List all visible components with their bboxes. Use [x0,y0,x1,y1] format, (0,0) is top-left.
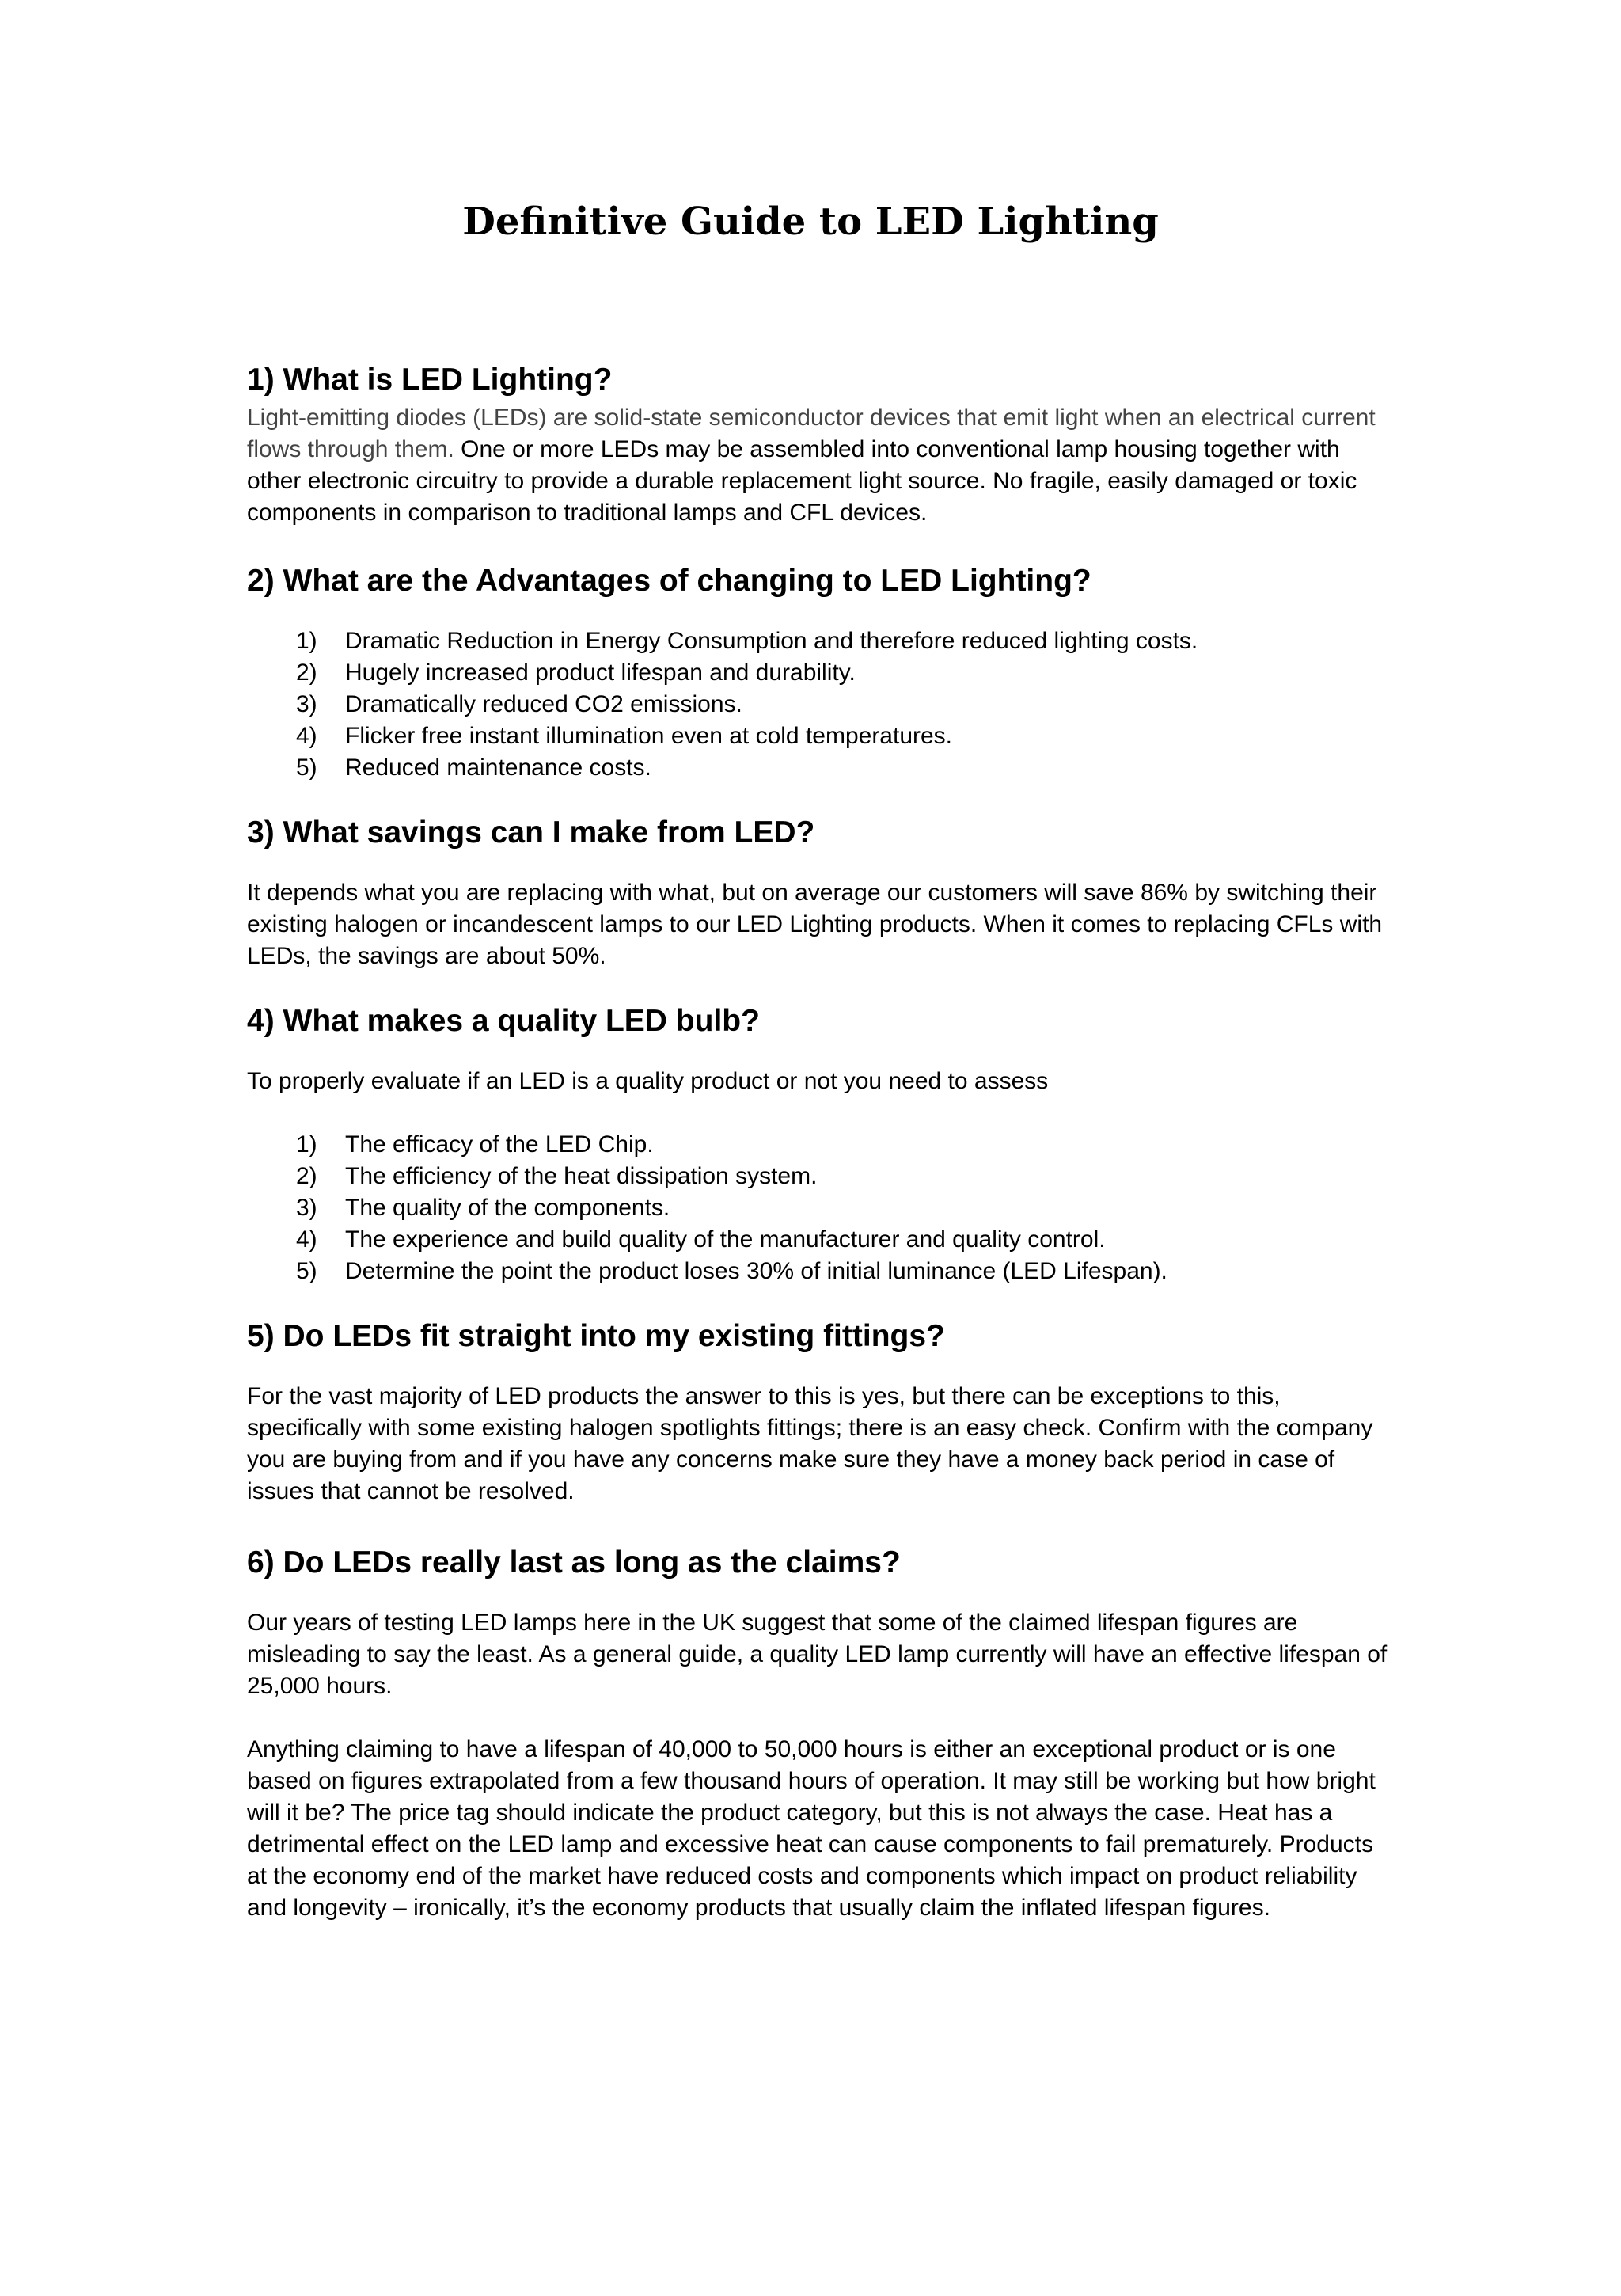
list-item-number: 5) [296,755,317,781]
list-item-number: 1) [296,628,317,654]
list-item-number: 1) [296,1131,317,1158]
advantages-list [247,625,1395,784]
section-what-is-led [247,358,1395,529]
paragraph-text: One or more LEDs may be assembled into conventional lamp housing together with other electronic circuitry to provide a durable replacement light source. No fragile, easily damaged or toxic components in comparison to traditional lamps and CFL devices. [247,436,1357,526]
list-item-text: The experience and build quality of the manufacturer and quality control. [345,1226,1106,1253]
list-item-number: 4) [296,723,317,749]
section-heading: 6) Do LEDs really last as long as the claims? [247,1545,901,1579]
document-body [247,358,1395,1924]
list-item-number: 4) [296,1226,317,1253]
list-item-text: The quality of the components. [345,1195,670,1221]
list-item [247,720,1395,752]
list-item-number: 2) [296,1163,317,1189]
section-quality-bulb [247,999,1395,1287]
list-item-text: The efficacy of the LED Chip. [345,1131,654,1158]
section-heading: 2) What are the Advantages of changing to LED Lighting? [247,564,1091,598]
list-item [247,1224,1395,1256]
document-title: Definitive Guide to LED Lighting [462,200,1159,244]
section-heading: 1) What is LED Lighting? [247,363,613,397]
list-item-text: Reduced maintenance costs. [345,755,651,781]
section-savings [247,811,1395,972]
list-item-text: Flicker free instant illumination even at cold temperatures. [345,723,953,749]
list-item-number: 2) [296,660,317,686]
section-paragraph: To properly evaluate if an LED is a quality product or not you need to assess [247,1068,1049,1094]
section-paragraph [247,402,1395,529]
quality-criteria-list [247,1129,1395,1287]
list-item [247,1129,1395,1161]
section-paragraph: Anything claiming to have a lifespan of 40,000 to 50,000 hours is either an exceptional product or is one based on figures extrapolated from a few thousand hours of operation. It may still be working but how bright will it be? The price tag should indicate the product category, but this is not always the case. Heat has a detrimental effect on the LED lamp and excessive heat can cause components to fail prematurely. Products at the economy end of the market have reduced costs and components which impact on product reliability and longevity – ironically, it’s the economy products that usually claim the inflated lifespan figures. [247,1736,1376,1921]
list-item-number: 3) [296,691,317,717]
list-item [247,689,1395,720]
list-item-number: 5) [296,1258,317,1284]
section-heading: 4) What makes a quality LED bulb? [247,1004,760,1038]
section-heading: 3) What savings can I make from LED? [247,815,815,850]
section-paragraph: Our years of testing LED lamps here in the UK suggest that some of the claimed lifespan figures are misleading to say the least. As a general guide, a quality LED lamp currently will have an effective lifespan of 25,000 hours. [247,1610,1388,1699]
section-paragraph: For the vast majority of LED products the answer to this is yes, but there can be exceptions to this, specifically with some existing halogen spotlights fittings; there is an easy check. Confirm with the company you are buying from and if you have any concerns make sure they have a money back period in case of issues that cannot be resolved. [247,1383,1373,1504]
list-item [247,1256,1395,1287]
section-fittings [247,1314,1395,1507]
list-item-text: Dramatic Reduction in Energy Consumption and therefore reduced lighting costs. [345,628,1198,654]
section-lifespan-claims [247,1541,1395,1924]
paragraph-grey-text: Light-emitting diodes (LEDs) are solid-state semiconductor devices that emit light when an electrical current flows through them. [247,405,1376,462]
section-paragraph: It depends what you are replacing with what, but on average our customers will save 86% by switching their existing halogen or incandescent lamps to our LED Lighting products. When it comes to replacing CFLs with LEDs, the savings are about 50%. [247,880,1383,969]
section-advantages [247,559,1395,784]
list-item [247,1161,1395,1192]
list-item [247,752,1395,784]
list-item-text: Dramatically reduced CO2 emissions. [345,691,742,717]
list-item-text: The efficiency of the heat dissipation system. [345,1163,818,1189]
list-item [247,657,1395,689]
list-item-number: 3) [296,1195,317,1221]
list-item [247,625,1395,657]
section-heading: 5) Do LEDs fit straight into my existing fittings? [247,1319,945,1353]
list-item-text: Determine the point the product loses 30% of initial luminance (LED Lifespan). [345,1258,1167,1284]
list-item [247,1192,1395,1224]
list-item-text: Hugely increased product lifespan and durability. [345,660,856,686]
